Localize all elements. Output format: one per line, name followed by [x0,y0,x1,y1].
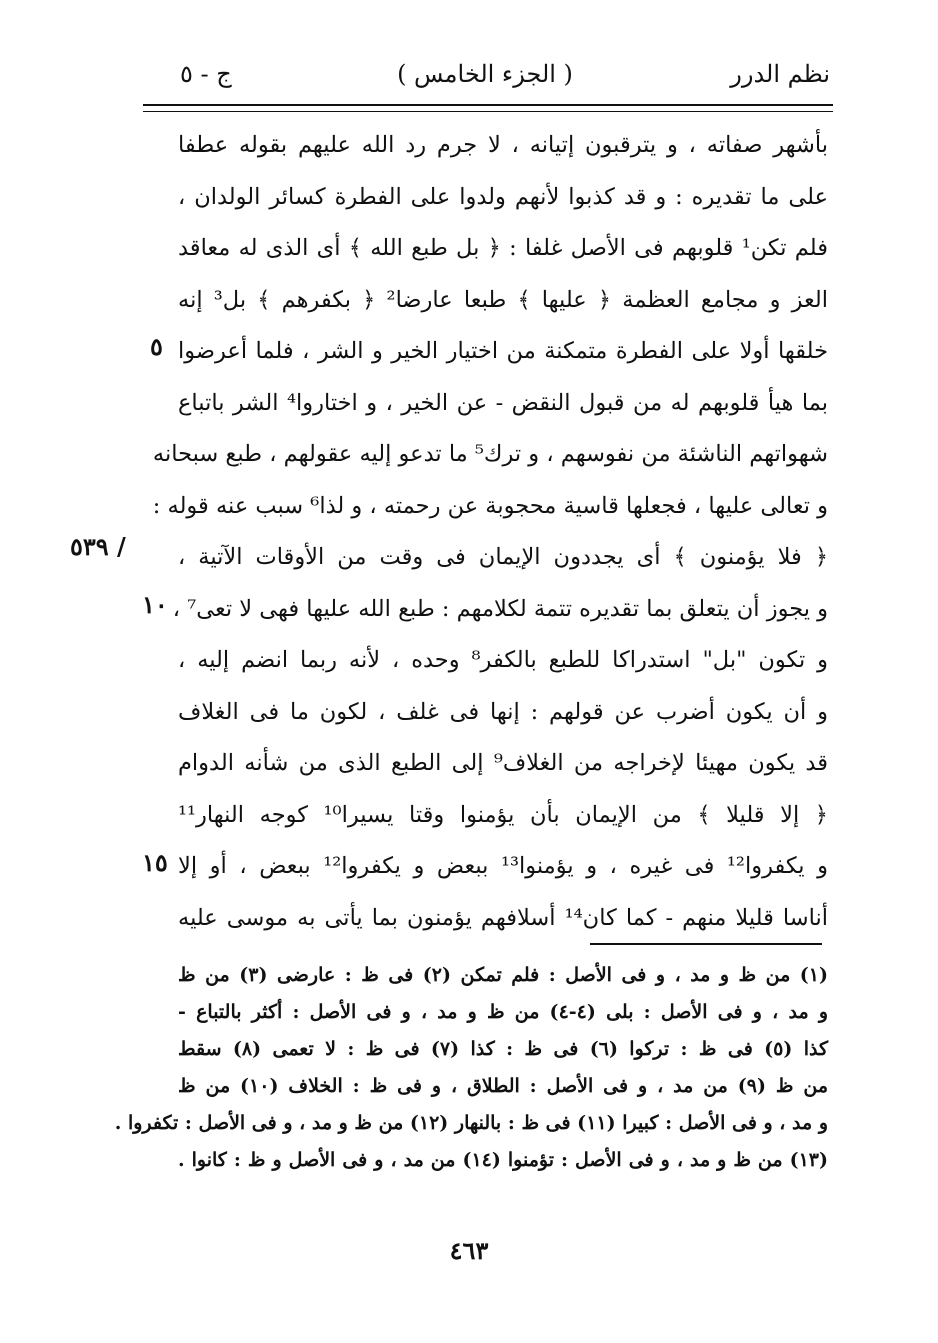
page-number: ٤٦٣ [449,1236,489,1265]
line-number-10: ١٠ [142,590,168,619]
footnote-line: (١) من ظ و مد ، و فى الأصل : فلم تمكن (٢) فى ظ : عارضى (٣) من ظ [178,964,829,986]
text-line: خلقها أولا على الفطرة متمكنة من اختيار الخير و الشر ، فلما أعرضوا [178,338,828,364]
text-line: ﴿ إلا قليلا ﴾ من الإيمان بأن يؤمنوا وقتا يسيرا¹⁰ كوجه النهار¹¹ [178,801,828,828]
footnote-line: و مد ، و فى الأصل : بلى (٤-٤) من ظ و مد ، و فى الأصل : أكثر بالتباع - [178,1001,829,1023]
text-line: و يجوز أن يتعلق بما تقديره تتمة لكلامهم : طبع الله عليها فهى لا تعى⁷ ، [172,595,828,622]
text-line: و تعالى عليها ، فجعلها قاسية محجوبة عن رحمته ، و لذا⁶ سبب عنه قوله : [152,492,828,519]
header-rule-thin [143,111,833,112]
text-line: على ما تقديره : و قد كذبوا لأنهم ولدوا على الفطرة كسائر الولدان ، [178,183,828,210]
text-line: العز و مجامع العظمة ﴿ عليها ﴾ طبعا عارضا² ﴿ بكفرهم ﴾ بل³ إنه [178,286,828,313]
footnotes [114,957,829,1179]
footnote-line: كذا (٥) فى ظ : تركوا (٦) فى ظ : كذا (٧) فى ظ : لا تعمى (٨) سقط [178,1038,829,1060]
text-line: أناسا قليلا منهم - كما كان¹⁴ أسلافهم يؤمنون بما يأتى به موسى عليه [178,904,828,931]
footnote-line: من ظ (٩) من مد ، و فى الأصل : الطلاق ، و فى ظ : الخلاف (١٠) من ظ [178,1075,829,1097]
text-line: قد يكون مهيئا لإخراجه من الغلاف⁹ إلى الطبع الذى من شأنه الدوام [178,750,828,776]
line-number-5: ٥ [150,332,163,361]
volume-ref: ج - ٥ [180,60,232,88]
text-line: فلم تكن¹ قلوبهم فى الأصل غلفا : ﴿ بل طبع الله ﴾ أى الذى له معاقد [178,235,828,261]
book-title: نظم الدرر [730,60,830,88]
margin-page-reference: / ٥٣٩ [70,532,126,561]
footnote-line: و مد ، و فى الأصل : كبيرا (١١) فى ظ : بالنهار (١٢) من ظ و مد ، و فى الأصل : تكفروا . [114,1112,828,1134]
text-line: ﴿ فلا يؤمنون ﴾ أى يجددون الإيمان فى وقت من الأوقات الآتية ، [178,544,828,570]
text-line: بما هيأ قلوبهم له من قبول النقض - عن الخير ، و اختاروا⁴ الشر باتباع [178,389,828,416]
text-line: و تكون "بل" استدراكا للطبع بالكفر⁸ وحده ، لأنه ربما انضم إليه ، [178,647,828,673]
text-line: شهواتهم الناشئة من نفوسهم ، و ترك⁵ ما تدعو إليه عقولهم ، طبع سبحانه [152,441,828,467]
header-rule-thick [143,104,833,106]
footnote-rule [590,943,822,945]
text-line: و أن يكون أضرب عن قولهم : إنها فى غلف ، لكون ما فى الغلاف [178,698,828,725]
text-line: و يكفروا¹² فى غيره ، و يؤمنوا¹³ ببعض و يكفروا¹² ببعض ، أو إلا [178,853,828,879]
running-header [140,58,830,98]
volume-part: ( الجزء الخامس ) [397,60,573,88]
footnote-line: (١٣) من ظ و مد ، و فى الأصل : تؤمنوا (١٤) من مد ، و فى الأصل و ظ : كانوا . [178,1149,829,1171]
line-number-15: ١٥ [142,848,168,877]
text-line: بأشهر صفاته ، و يترقبون إتيانه ، لا جرم رد الله عليهم بقوله عطفا [178,132,828,158]
